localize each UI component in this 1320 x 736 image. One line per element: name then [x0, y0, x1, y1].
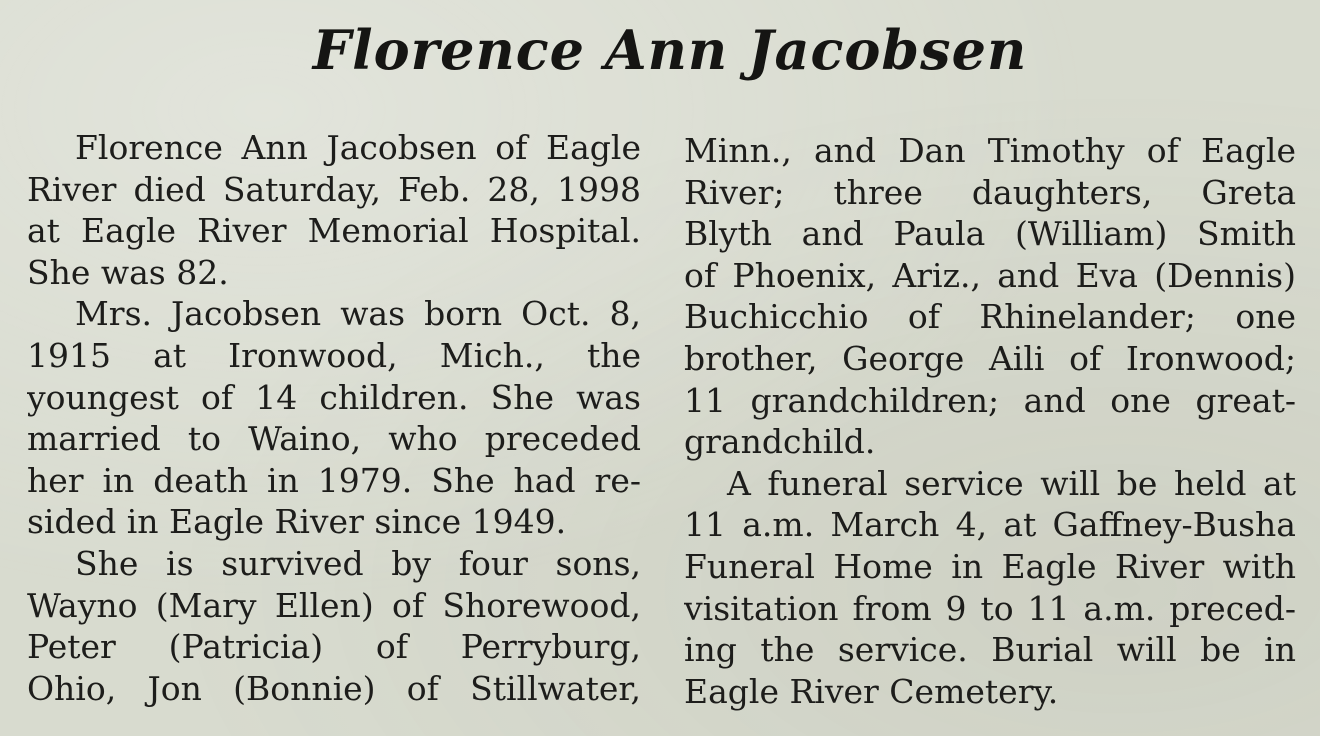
text-line: visitation from 9 to 11 a.m. preced-	[684, 588, 1296, 628]
text-line: Eagle River Cemetery.	[684, 671, 1059, 711]
text-line: Ohio, Jon (Bonnie) of Stillwater,	[27, 668, 641, 708]
obituary-headline: Florence Ann Jacobsen	[312, 18, 1028, 82]
text-line: Mrs. Jacobsen was born Oct. 8,	[75, 294, 641, 334]
text-line: Florence Ann Jacobsen of Eagle	[75, 128, 641, 167]
text-line: Funeral Home in Eagle River with	[684, 546, 1296, 586]
text-line: Peter (Patricia) of Perryburg,	[27, 627, 641, 667]
text-line: ing the service. Burial will be in	[684, 630, 1296, 670]
text-line: 11 grandchildren; and one great-	[684, 380, 1296, 420]
text-line: brother, George Aili of Ironwood;	[684, 338, 1296, 378]
text-line: A funeral service will be held at	[727, 463, 1296, 503]
text-line: sided in Eagle River since 1949.	[27, 502, 567, 542]
text-line: married to Waino, who preceded	[27, 419, 641, 459]
text-line: Buchicchio of Rhinelander; one	[684, 297, 1296, 337]
text-line: Blyth and Paula (William) Smith	[684, 214, 1296, 254]
text-line: River died Saturday, Feb. 28, 1998	[27, 169, 641, 209]
text-line: She is survived by four sons,	[75, 543, 641, 583]
text-line: Wayno (Mary Ellen) of Shorewood,	[27, 585, 641, 625]
text-line: youngest of 14 children. She was	[27, 377, 641, 417]
text-line: grandchild.	[684, 422, 876, 462]
text-line: River; three daughters, Greta	[684, 172, 1296, 212]
text-line: of Phoenix, Ariz., and Eva (Dennis)	[684, 255, 1296, 295]
right-text-column	[684, 130, 1296, 712]
text-line: She was 82.	[27, 252, 229, 292]
text-line: 1915 at Ironwood, Mich., the	[27, 335, 641, 375]
text-line: at Eagle River Memorial Hospital.	[27, 211, 641, 251]
text-line: 11 a.m. March 4, at Gaffney-Busha	[684, 505, 1296, 545]
text-line: Minn., and Dan Timothy of Eagle	[684, 131, 1296, 170]
text-line: her in death in 1979. She had re-	[27, 460, 641, 500]
left-text-column	[27, 127, 641, 709]
